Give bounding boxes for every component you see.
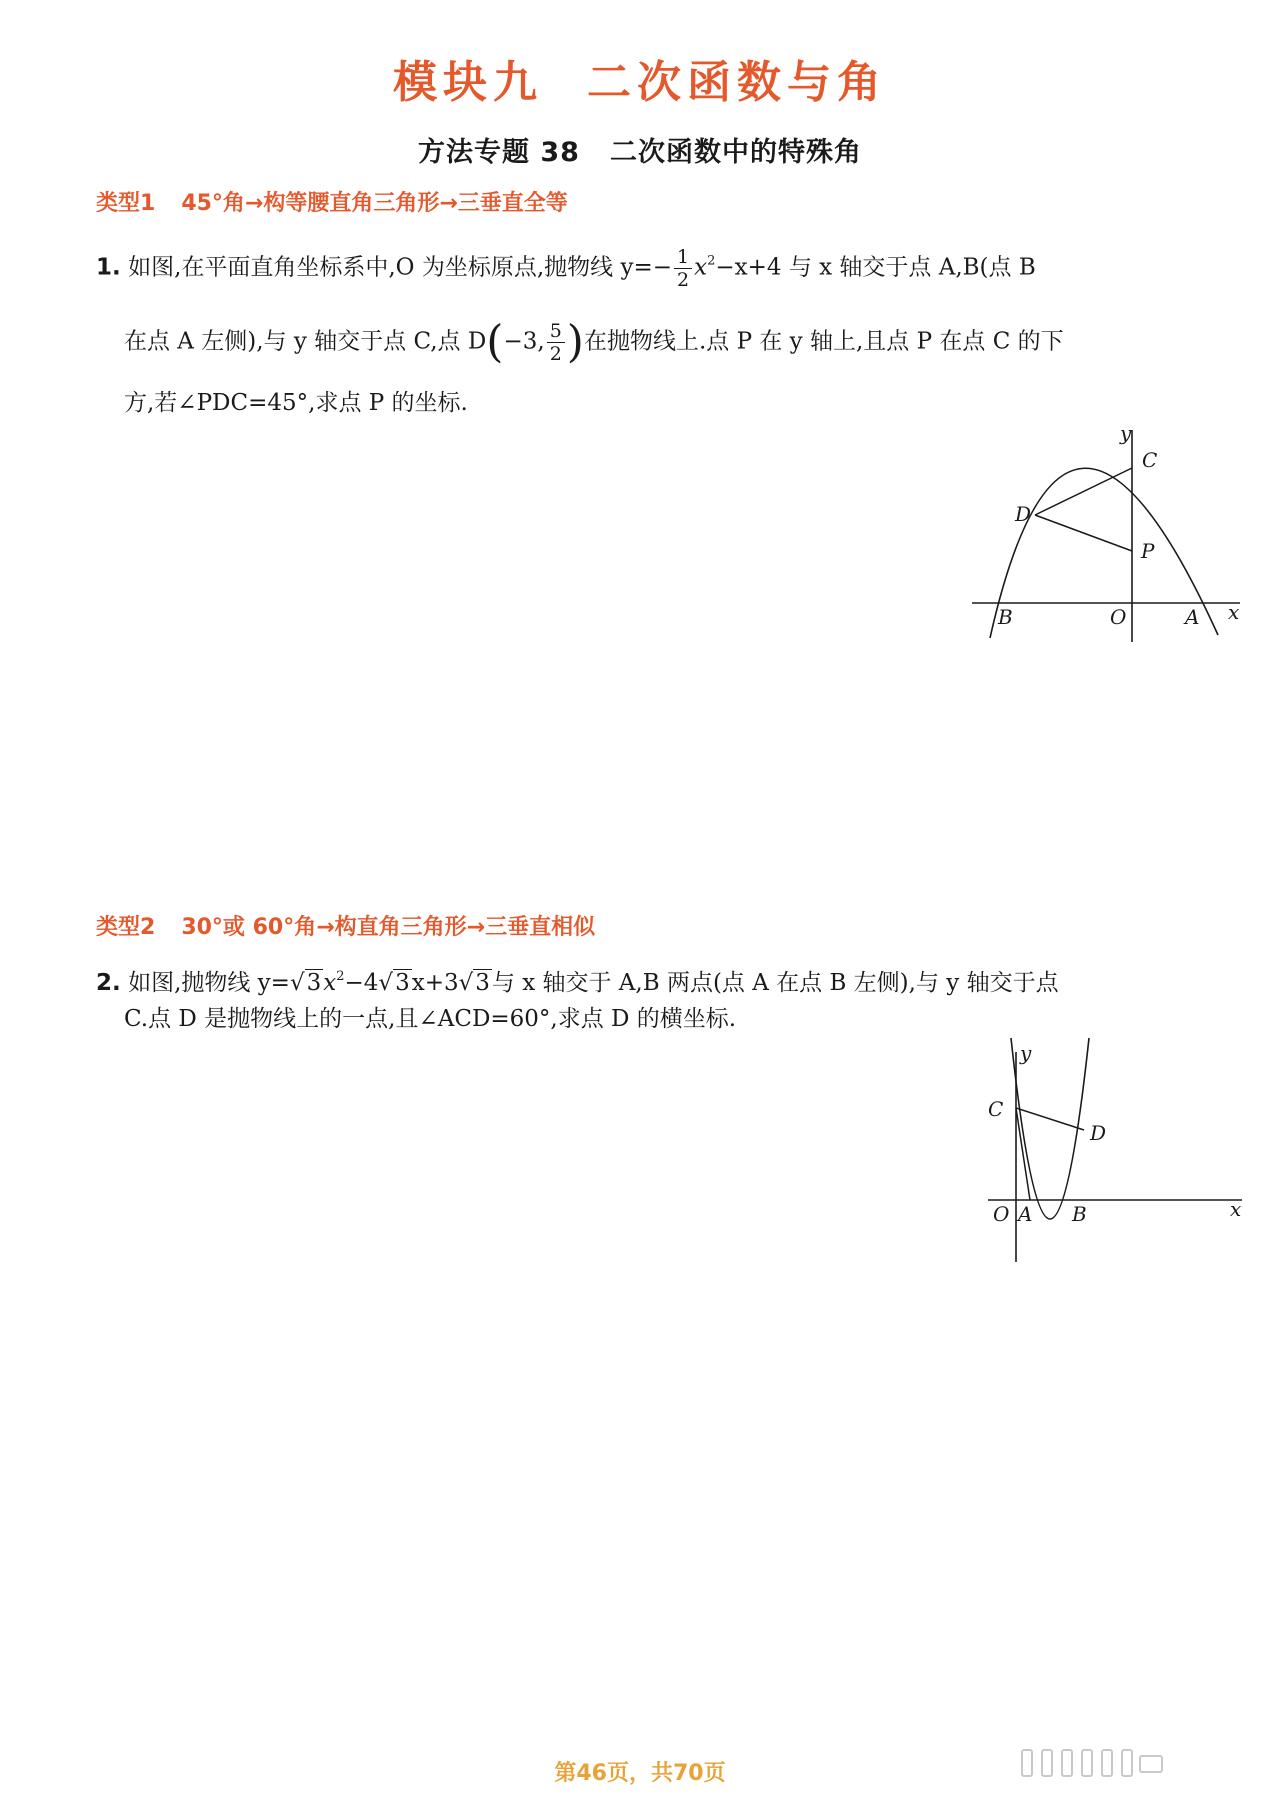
q2-label-b: B xyxy=(1072,1202,1087,1226)
q1-segment-dc xyxy=(1035,468,1132,515)
q2-line1-b: x xyxy=(323,970,337,996)
q1-fraction-five-halves xyxy=(547,320,565,365)
q1-line1-a: 如图,在平面直角坐标系中,O 为坐标原点,抛物线 y=− xyxy=(128,254,673,281)
q1-frac1-den: 2 xyxy=(677,269,690,291)
module-title-part1: 模块九 xyxy=(393,57,543,108)
q1-line1-sup: 2 xyxy=(707,253,716,269)
q2-line2: C.点 D 是抛物线上的一点,且∠ACD=60°,求点 D 的横坐标. xyxy=(124,1006,737,1032)
q1-segment-dp xyxy=(1035,515,1132,551)
q2-sqrt-c: 3 xyxy=(475,970,490,996)
q2-segment-cd xyxy=(1016,1108,1084,1130)
q1-frac2-num: 5 xyxy=(547,320,565,343)
q1-label-a: A xyxy=(1185,605,1200,629)
q2-line1-c: −4 xyxy=(344,970,379,996)
q2-label-x: x xyxy=(1230,1197,1242,1221)
q1-fraction-half xyxy=(674,246,692,291)
q1-frac1-num: 1 xyxy=(674,246,692,269)
topic-title xyxy=(0,130,1280,169)
q1-line2: 在点 A 左侧),与 y 轴交于点 C,点 D(−3, $\frac{5}{2}$ )在抛物线上.点 P 在 y 轴上,且点 P 在点 C 的下 xyxy=(124,316,1064,368)
q1-line1 xyxy=(96,246,1036,291)
q2-label-d: D xyxy=(1090,1121,1107,1145)
q1-figure-svg xyxy=(960,420,1250,650)
type2-text: 30°或 60°角→构直角三角形→三垂直相似 xyxy=(181,915,596,940)
type1-header xyxy=(96,186,568,217)
q2-label-a: A xyxy=(1018,1202,1033,1226)
q2-line1-a: 如图,抛物线 y= xyxy=(128,970,290,996)
q2-figure xyxy=(980,1040,1250,1274)
q2-sqrt-a: 3 xyxy=(306,970,322,996)
page-footer: 第46页，共70页 xyxy=(554,1761,726,1786)
type1-text: 45°角→构等腰直角三角形→三垂直全等 xyxy=(181,191,568,216)
q2-label-y: y xyxy=(1020,1041,1032,1065)
type2-label: 类型2 xyxy=(96,915,156,940)
q1-label-b: B xyxy=(998,605,1013,629)
q2-number: 2. xyxy=(96,970,121,996)
q2-label-o: O xyxy=(993,1202,1010,1226)
q1-label-x: x xyxy=(1228,600,1240,624)
q1-label-d: D xyxy=(1015,502,1032,526)
q2-line1-d: x+3 xyxy=(411,970,459,996)
q1-line1-b: x xyxy=(694,254,708,281)
module-title xyxy=(0,46,1280,110)
watermark-logo xyxy=(1020,1744,1170,1784)
q2-line1-sup: 2 xyxy=(336,969,345,984)
q2-line1-e: 与 x 轴交于 A,B 两点(点 A 在点 B 左侧),与 y 轴交于点 xyxy=(491,970,1059,996)
type1-label: 类型1 xyxy=(96,191,156,216)
type2-header xyxy=(96,910,595,941)
q1-line1-c: −x+4 与 x 轴交于点 A,B(点 B xyxy=(715,254,1036,281)
q1-parabola xyxy=(990,468,1218,638)
q2-figure-svg xyxy=(980,1040,1250,1270)
q2-segment-ca xyxy=(1016,1108,1030,1200)
q1-line2-coord: −3, xyxy=(503,328,545,355)
q1-label-o: O xyxy=(1110,605,1127,629)
topic-label: 方法专题 38 xyxy=(418,137,580,168)
q1-line3: 方,若∠PDC=45°,求点 P 的坐标. xyxy=(124,390,468,416)
q2-sqrt-b: 3 xyxy=(395,970,410,996)
q2-label-c: C xyxy=(988,1097,1004,1121)
q1-line2-b: 在抛物线上.点 P 在 y 轴上,且点 P 在点 C 的下 xyxy=(583,328,1064,355)
q1-label-y: y xyxy=(1120,421,1132,445)
q1-label-p: P xyxy=(1141,539,1155,563)
q1-number: 1. xyxy=(96,254,121,281)
q1-frac2-den: 2 xyxy=(549,343,562,365)
module-title-part2: 二次函数与角 xyxy=(587,57,887,108)
topic-name: 二次函数中的特殊角 xyxy=(609,137,862,168)
q2-line1: 2. 如图,抛物线 $y=√3x^2-4√3x+3√3$与 x 轴交于 A,B 两点(点 A 在点 B 左侧),与 y 轴交于点 xyxy=(96,969,1059,996)
q1-label-c: C xyxy=(1142,448,1158,472)
q1-figure xyxy=(960,420,1250,654)
watermark-bars-icon xyxy=(1020,1744,1170,1780)
q1-line2-a: 在点 A 左侧),与 y 轴交于点 C,点 D xyxy=(124,328,487,355)
